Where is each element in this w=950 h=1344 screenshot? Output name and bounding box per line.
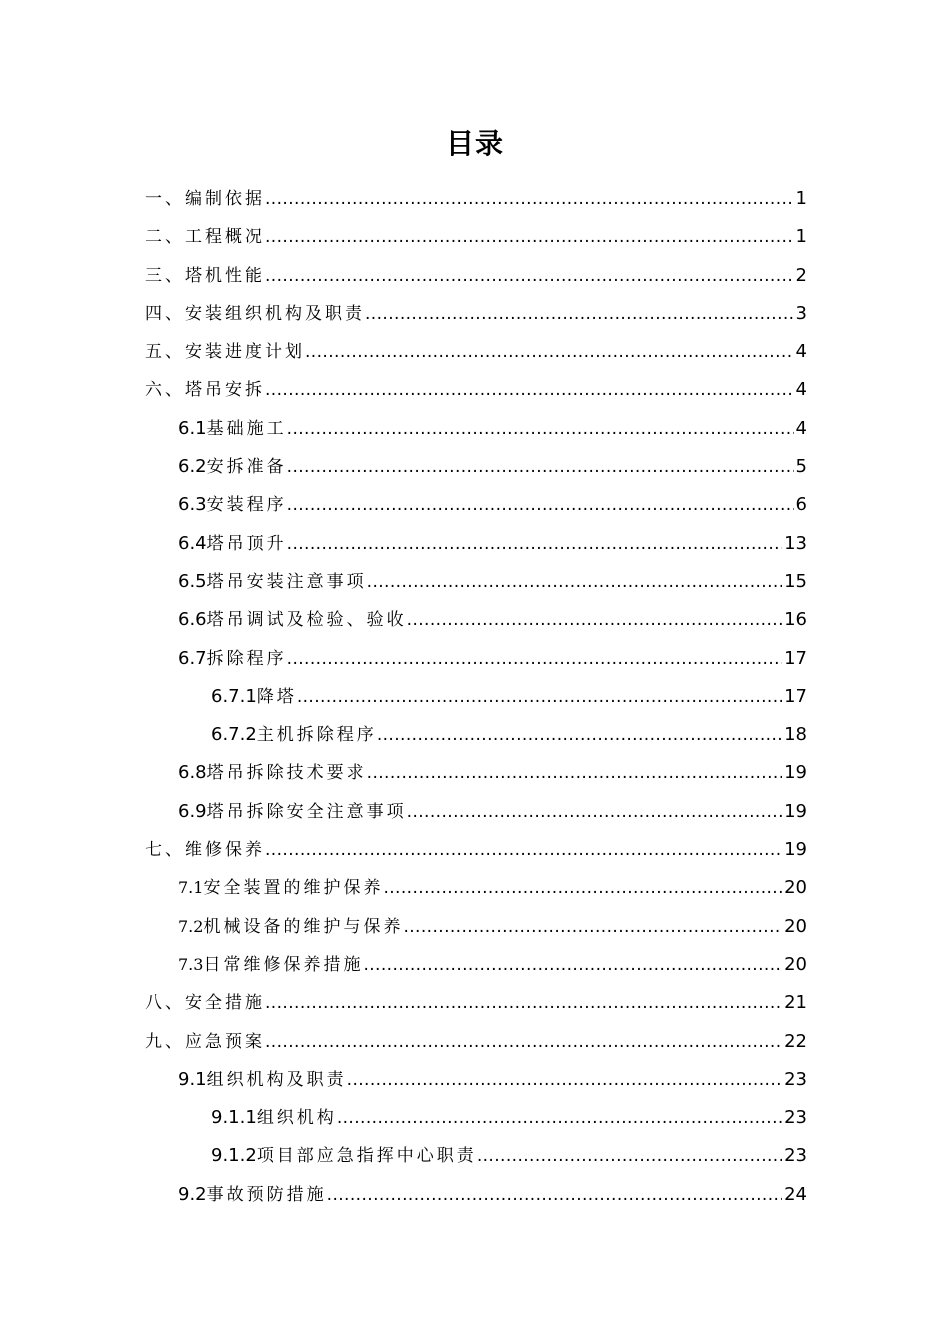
toc-dot-leader [365, 295, 794, 333]
toc-entry[interactable] [145, 563, 807, 601]
toc-entry-number: 6.9 [178, 800, 207, 822]
toc-entry-title: 安拆准备 [206, 457, 287, 478]
toc-dot-leader [407, 793, 782, 831]
toc-dot-leader [287, 448, 794, 486]
toc-entry-number: 9.1.2 [211, 1145, 257, 1167]
toc-page-number: 6 [795, 494, 807, 516]
toc-entry-title: 塔吊拆除技术要求 [206, 763, 367, 784]
toc-page-number: 4 [795, 379, 807, 401]
toc-dot-leader [265, 218, 794, 256]
toc-entry-number: 7.1 [178, 878, 204, 898]
toc-dot-leader [337, 1099, 782, 1137]
toc-dot-leader [287, 525, 782, 563]
toc-dot-leader [367, 563, 782, 601]
toc-entry-title: 二、工程概况 [145, 227, 265, 248]
toc-page-number: 20 [784, 877, 807, 899]
toc-entry-number: 9.1 [178, 1068, 207, 1090]
toc-entry-title: 塔吊安装注意事项 [206, 571, 367, 592]
toc-page-number: 1 [795, 226, 807, 248]
toc-page-number: 23 [784, 1068, 807, 1090]
toc-entry-number: 6.4 [178, 532, 207, 554]
toc-entry[interactable] [145, 601, 807, 639]
toc-entry-number: 6.1 [178, 417, 207, 439]
toc-entry-number: 7.3 [178, 954, 204, 974]
toc-entry-title: 一、编制依据 [145, 189, 265, 209]
toc-page-number: 13 [784, 532, 807, 554]
toc-entry[interactable] [145, 908, 807, 946]
toc-entry-title: 安装程序 [206, 495, 287, 516]
toc-entry-title: 八、安全措施 [145, 993, 265, 1014]
toc-entry[interactable] [145, 486, 807, 524]
toc-entry[interactable] [145, 218, 807, 256]
toc-entry-title: 六、塔吊安拆 [145, 380, 265, 401]
toc-page-number: 4 [795, 341, 807, 363]
toc-entry-title: 塔吊调试及检验、验收 [206, 610, 407, 631]
toc-entry-title: 七、维修保养 [145, 840, 265, 861]
toc-entry[interactable] [145, 716, 807, 754]
toc-entry[interactable] [145, 1023, 807, 1061]
toc-page-number: 20 [784, 915, 807, 937]
toc-entry[interactable] [145, 295, 807, 333]
toc-page-number: 17 [784, 647, 807, 669]
toc-entry-title: 安全装置的维护保养 [203, 878, 384, 899]
toc-page-number: 17 [784, 685, 807, 707]
toc-entry-title: 拆除程序 [206, 648, 287, 669]
toc-dot-leader [377, 716, 782, 754]
toc-entry[interactable] [145, 1099, 807, 1137]
toc-dot-leader [265, 984, 782, 1022]
toc-entry-title: 机械设备的维护与保养 [203, 916, 404, 937]
toc-entry-title: 三、塔机性能 [145, 265, 265, 286]
toc-dot-leader [265, 831, 782, 869]
toc-entry-title: 组织机构及职责 [206, 1069, 347, 1090]
toc-entry-title: 主机拆除程序 [256, 725, 377, 746]
toc-page-number: 19 [784, 800, 807, 822]
toc-page-number: 20 [784, 953, 807, 975]
toc-entry-title: 五、安装进度计划 [145, 342, 305, 363]
toc-page-number: 19 [784, 839, 807, 861]
toc-dot-leader [265, 1023, 782, 1061]
toc-dot-leader [367, 754, 782, 792]
toc-entry[interactable] [145, 257, 807, 295]
toc-entry[interactable] [145, 525, 807, 563]
toc-dot-leader [265, 371, 794, 409]
toc-page-number: 21 [784, 992, 807, 1014]
toc-entry[interactable] [145, 754, 807, 792]
toc-entry-title: 基础施工 [206, 418, 287, 439]
toc-page-number: 4 [795, 417, 807, 439]
toc-page-number: 5 [795, 456, 807, 478]
toc-entry-title: 日常维修保养措施 [203, 954, 364, 975]
toc-page-number: 23 [784, 1145, 807, 1167]
toc-entry[interactable] [145, 333, 807, 371]
toc-entry[interactable] [145, 984, 807, 1022]
toc-entry-number: 6.6 [178, 609, 207, 631]
toc-entry[interactable] [145, 869, 807, 907]
toc-dot-leader [383, 869, 782, 907]
toc-entry-title: 九、应急预案 [145, 1031, 265, 1052]
toc-entry[interactable] [145, 180, 807, 218]
toc-page-number: 3 [795, 302, 807, 324]
toc-dot-leader [287, 410, 794, 448]
page-title: 目录 [445, 127, 504, 160]
toc-dot-leader [305, 333, 794, 371]
toc-entry-title: 事故预防措施 [206, 1184, 327, 1205]
toc-dot-leader [297, 678, 782, 716]
toc-dot-leader [407, 601, 782, 639]
toc-entry-number: 6.8 [178, 762, 207, 784]
toc-page-number: 1 [795, 188, 807, 209]
toc-dot-leader [265, 257, 794, 295]
toc-entry-number: 6.3 [178, 494, 207, 516]
toc-dot-leader [287, 640, 782, 678]
toc-entry-number: 6.7.1 [211, 685, 257, 707]
toc-entry-title: 塔吊顶升 [206, 533, 287, 554]
toc-entry-title: 塔吊拆除安全注意事项 [206, 801, 407, 822]
toc-entry[interactable] [145, 640, 807, 678]
toc-entry[interactable] [145, 1137, 807, 1175]
toc-dot-leader [477, 1137, 782, 1175]
toc-page-number: 24 [784, 1183, 807, 1205]
toc-dot-leader [265, 180, 794, 218]
toc-entry-number: 6.5 [178, 570, 207, 592]
toc-entry[interactable] [145, 946, 807, 984]
toc-entry-number: 6.2 [178, 456, 207, 478]
toc-entry-number: 7.2 [178, 916, 204, 936]
toc-entry-number: 6.7 [178, 647, 207, 669]
toc-entry-title: 项目部应急指挥中心职责 [256, 1146, 477, 1167]
toc-entry-title: 降塔 [256, 686, 297, 707]
toc-dot-leader [287, 486, 794, 524]
table-of-contents [145, 180, 807, 1214]
toc-page-number: 23 [784, 1107, 807, 1129]
toc-page-number: 19 [784, 762, 807, 784]
toc-dot-leader [403, 908, 782, 946]
toc-entry[interactable] [145, 448, 807, 486]
toc-entry[interactable] [145, 1061, 807, 1099]
toc-entry[interactable] [145, 410, 807, 448]
toc-entry-number: 6.7.2 [211, 724, 257, 746]
toc-entry[interactable] [145, 1176, 807, 1214]
toc-entry-number: 9.2 [178, 1183, 207, 1205]
toc-entry-title: 组织机构 [256, 1108, 337, 1129]
toc-entry[interactable] [145, 678, 807, 716]
toc-page-number: 18 [784, 724, 807, 746]
toc-entry-number: 9.1.1 [211, 1107, 257, 1129]
toc-dot-leader [347, 1061, 782, 1099]
toc-page-number: 15 [784, 570, 807, 592]
toc-dot-leader [327, 1176, 782, 1214]
toc-page-number: 22 [784, 1030, 807, 1052]
toc-entry-title: 四、安装组织机构及职责 [145, 303, 365, 324]
toc-dot-leader [363, 946, 782, 984]
toc-page-number: 16 [784, 609, 807, 631]
toc-entry[interactable] [145, 793, 807, 831]
toc-entry[interactable] [145, 831, 807, 869]
toc-entry[interactable] [145, 371, 807, 409]
toc-page-number: 2 [795, 264, 807, 286]
